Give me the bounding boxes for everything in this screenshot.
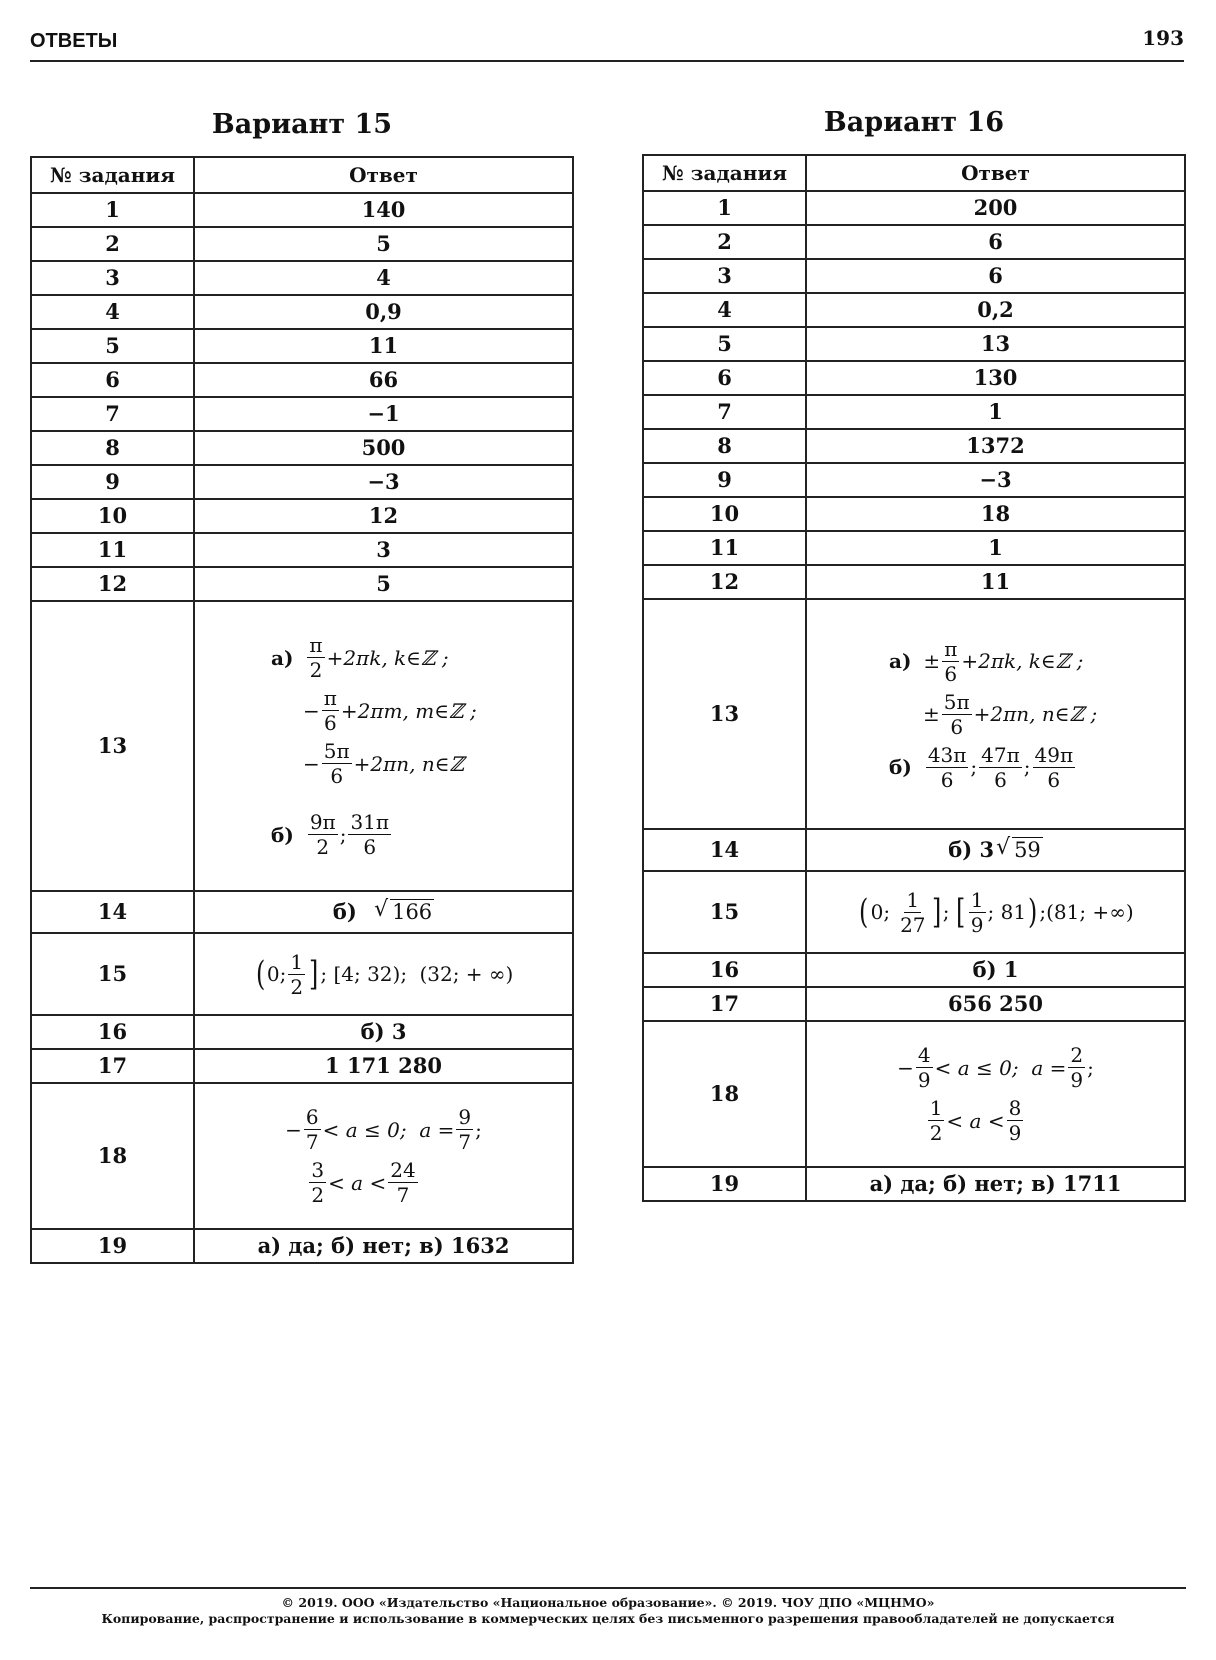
variant-16 bbox=[642, 102, 1186, 1202]
fraction: $\frac{24}{7}$ bbox=[390, 1158, 416, 1207]
table-row bbox=[643, 225, 1185, 259]
answer-cell: −3 bbox=[194, 465, 573, 499]
answer-cell: а) да; б) нет; в) 1632 bbox=[194, 1229, 573, 1263]
answer-cell: 1372 bbox=[806, 429, 1185, 463]
table-row bbox=[31, 1229, 573, 1263]
fraction: $\frac{5\pi}{6}$ bbox=[943, 689, 970, 739]
answer-cell: −3 bbox=[806, 463, 1185, 497]
answer-cell: 4 bbox=[194, 261, 573, 295]
page-number: 193 bbox=[1142, 26, 1184, 50]
task-number: 3 bbox=[31, 261, 194, 295]
task-number: 1 bbox=[643, 191, 806, 225]
answer-cell-15: ( 0; $\frac{1}{27}$ ] ; [ $\frac{1}{9}$ ; 81 ) ;(81; +∞) bbox=[806, 871, 1185, 953]
table-row bbox=[643, 259, 1185, 293]
answer-13-a3: − $\frac{5\pi}{6}$ +2πn, n∈ℤ bbox=[303, 739, 465, 788]
task-number: 10 bbox=[31, 499, 194, 533]
task-number: 19 bbox=[31, 1229, 194, 1263]
task-number: 14 bbox=[31, 891, 194, 933]
task-number: 16 bbox=[643, 953, 806, 987]
answer-13-a2: ± $\frac{5\pi}{6}$ +2πn, n∈ℤ ; bbox=[923, 689, 1098, 739]
answer-13-a1: а) $\frac{\pi}{2}$ +2πk, k∈ℤ ; bbox=[271, 633, 449, 682]
answer-cell: 200 bbox=[806, 191, 1185, 225]
variant-15-table bbox=[30, 156, 574, 1264]
answer-cell: 12 bbox=[194, 499, 573, 533]
answer-cell: 6 bbox=[806, 259, 1185, 293]
answer-18-line2: $\frac{1}{2}$ < a < $\frac{8}{9}$ bbox=[929, 1096, 1022, 1145]
task-number: 1 bbox=[31, 193, 194, 227]
task-number: 19 bbox=[643, 1167, 806, 1201]
answer-18-line2: $\frac{3}{2}$ < a < $\frac{24}{7}$ bbox=[311, 1158, 416, 1207]
table-row bbox=[31, 193, 573, 227]
answer-cell: 0,9 bbox=[194, 295, 573, 329]
page-footer bbox=[30, 1587, 1186, 1627]
table-row-18 bbox=[643, 1021, 1185, 1167]
table-row bbox=[31, 533, 573, 567]
fraction: $\frac{8}{9}$ bbox=[1008, 1096, 1022, 1145]
task-number: 13 bbox=[31, 601, 194, 891]
task-number: 15 bbox=[31, 933, 194, 1015]
table-row bbox=[31, 1015, 573, 1049]
task-number: 12 bbox=[643, 565, 806, 599]
task-number: 18 bbox=[31, 1083, 194, 1229]
answer-cell: 6 bbox=[806, 225, 1185, 259]
table-row bbox=[31, 329, 573, 363]
answer-cell: 500 bbox=[194, 431, 573, 465]
table-row bbox=[643, 429, 1185, 463]
task-number: 6 bbox=[31, 363, 194, 397]
table-row bbox=[643, 463, 1185, 497]
answer-cell: 5 bbox=[194, 567, 573, 601]
task-number: 5 bbox=[643, 327, 806, 361]
answer-cell: 1 bbox=[806, 395, 1185, 429]
fraction: $\frac{1}{2}$ bbox=[290, 949, 304, 999]
header-answer: Ответ bbox=[194, 157, 573, 193]
answer-13-a1: а) ± $\frac{\pi}{6}$ +2πk, k∈ℤ ; bbox=[889, 636, 1084, 686]
variant-16-body bbox=[643, 191, 1185, 1201]
table-row bbox=[643, 953, 1185, 987]
answer-cell: а) да; б) нет; в) 1711 bbox=[806, 1167, 1185, 1201]
task-number: 14 bbox=[643, 829, 806, 871]
fraction: $\frac{5\pi}{6}$ bbox=[323, 739, 350, 788]
task-number: 3 bbox=[643, 259, 806, 293]
task-number: 7 bbox=[643, 395, 806, 429]
task-number: 18 bbox=[643, 1021, 806, 1167]
table-row bbox=[31, 397, 573, 431]
task-number: 13 bbox=[643, 599, 806, 829]
table-row-18 bbox=[31, 1083, 573, 1229]
answer-cell: 0,2 bbox=[806, 293, 1185, 327]
task-number: 9 bbox=[31, 465, 194, 499]
table-row bbox=[643, 395, 1185, 429]
table-row bbox=[31, 261, 573, 295]
fraction: $\frac{\pi}{6}$ bbox=[323, 686, 337, 735]
answer-cell-15: ( 0; $\frac{1}{2}$ ] ; [4; 32); (32; + ∞) bbox=[194, 933, 573, 1015]
fraction: $\frac{\pi}{6}$ bbox=[944, 636, 958, 686]
table-row-15 bbox=[31, 933, 573, 1015]
fraction: $\frac{47\pi}{6}$ bbox=[981, 742, 1020, 792]
answer-18-line1: − $\frac{6}{7}$ < a ≤ 0; a = $\frac{9}{7}$ ; bbox=[285, 1105, 482, 1154]
fraction: $\frac{9\pi}{2}$ bbox=[309, 810, 336, 859]
answer-cell: 140 bbox=[194, 193, 573, 227]
task-number: 11 bbox=[31, 533, 194, 567]
answer-cell: 13 bbox=[806, 327, 1185, 361]
answer-cell-18 bbox=[806, 1021, 1185, 1167]
table-row bbox=[31, 499, 573, 533]
answer-cell: 5 bbox=[194, 227, 573, 261]
table-header-row bbox=[643, 155, 1185, 191]
fraction: $\frac{43\pi}{6}$ bbox=[927, 742, 967, 792]
task-number: 17 bbox=[643, 987, 806, 1021]
answer-cell: 1 171 280 bbox=[194, 1049, 573, 1083]
table-row bbox=[643, 293, 1185, 327]
table-row bbox=[31, 567, 573, 601]
header-answer: Ответ bbox=[806, 155, 1185, 191]
license-line: Копирование, распространение и использование в коммерческих целях без письменного разрешения правообладателей не допускается bbox=[101, 1611, 1115, 1626]
answer-cell-14: б) √ 166 bbox=[194, 891, 573, 933]
answer-cell: 18 bbox=[806, 497, 1185, 531]
answer-cell-13 bbox=[194, 601, 573, 891]
table-header-row bbox=[31, 157, 573, 193]
variant-16-title: Вариант 16 bbox=[823, 107, 1005, 138]
header-task: № задания bbox=[643, 155, 806, 191]
task-number: 2 bbox=[643, 225, 806, 259]
answer-cell: 11 bbox=[194, 329, 573, 363]
answer-cell-18 bbox=[194, 1083, 573, 1229]
table-row bbox=[31, 1049, 573, 1083]
task-number: 4 bbox=[643, 293, 806, 327]
task-number: 8 bbox=[643, 429, 806, 463]
table-row bbox=[643, 987, 1185, 1021]
answer-cell-14: б) 3√ 59 bbox=[806, 829, 1185, 871]
table-row bbox=[643, 191, 1185, 225]
task-number: 15 bbox=[643, 871, 806, 953]
fraction: $\frac{4}{9}$ bbox=[917, 1043, 931, 1092]
fraction: $\frac{\pi}{2}$ bbox=[309, 633, 323, 682]
task-number: 10 bbox=[643, 497, 806, 531]
answer-cell: б) 1 bbox=[806, 953, 1185, 987]
table-row-13 bbox=[31, 601, 573, 891]
table-row-14 bbox=[643, 829, 1185, 871]
table-row-15 bbox=[643, 871, 1185, 953]
fraction: $\frac{6}{7}$ bbox=[305, 1105, 319, 1154]
task-number: 16 bbox=[31, 1015, 194, 1049]
variant-15 bbox=[30, 104, 574, 1264]
answer-cell: 66 bbox=[194, 363, 573, 397]
table-row-14 bbox=[31, 891, 573, 933]
table-row bbox=[31, 431, 573, 465]
table-row-13 bbox=[643, 599, 1185, 829]
answer-cell: −1 bbox=[194, 397, 573, 431]
task-number: 8 bbox=[31, 431, 194, 465]
task-number: 5 bbox=[31, 329, 194, 363]
answer-13-b: б) $\frac{43\pi}{6}$ ; $\frac{47\pi}{6}$ ; $\frac{49\pi}{6}$ bbox=[889, 742, 1074, 792]
fraction: $\frac{9}{7}$ bbox=[458, 1105, 472, 1154]
answer-13-a2: − $\frac{\pi}{6}$ +2πm, m∈ℤ ; bbox=[303, 686, 477, 735]
task-number: 12 bbox=[31, 567, 194, 601]
answer-cell: 11 bbox=[806, 565, 1185, 599]
task-number: 7 bbox=[31, 397, 194, 431]
answer-cell: 130 bbox=[806, 361, 1185, 395]
variant-15-title: Вариант 15 bbox=[211, 109, 393, 140]
fraction: $\frac{3}{2}$ bbox=[311, 1158, 325, 1207]
fraction: $\frac{1}{27}$ bbox=[900, 887, 926, 937]
answer-13-b: б) $\frac{9\pi}{2}$ ; $\frac{31\pi}{6}$ bbox=[271, 810, 390, 859]
table-row bbox=[31, 363, 573, 397]
variant-16-table bbox=[642, 154, 1186, 1202]
answer-cell: 656 250 bbox=[806, 987, 1185, 1021]
task-number: 2 bbox=[31, 227, 194, 261]
table-row bbox=[31, 295, 573, 329]
table-row bbox=[643, 327, 1185, 361]
copyright-line: © 2019. ООО «Издательство «Национальное образование». © 2019. ЧОУ ДПО «МЦНМО» bbox=[281, 1595, 935, 1610]
section-title: ОТВЕТЫ bbox=[30, 30, 118, 52]
fraction: $\frac{31\pi}{6}$ bbox=[350, 810, 390, 859]
answer-cell-13 bbox=[806, 599, 1185, 829]
task-number: 17 bbox=[31, 1049, 194, 1083]
fraction: $\frac{2}{9}$ bbox=[1070, 1043, 1084, 1092]
table-row bbox=[31, 465, 573, 499]
fraction: $\frac{49\pi}{6}$ bbox=[1034, 742, 1074, 792]
fraction: $\frac{1}{2}$ bbox=[929, 1096, 943, 1145]
fraction: $\frac{1}{9}$ bbox=[970, 887, 984, 937]
table-row bbox=[643, 531, 1185, 565]
page-header bbox=[30, 26, 1184, 62]
task-number: 6 bbox=[643, 361, 806, 395]
table-row bbox=[643, 1167, 1185, 1201]
answer-18-line1: − $\frac{4}{9}$ < a ≤ 0; a = $\frac{2}{9}$ ; bbox=[897, 1043, 1094, 1092]
task-number: 11 bbox=[643, 531, 806, 565]
answer-cell: 1 bbox=[806, 531, 1185, 565]
variant-15-body bbox=[31, 193, 573, 1263]
table-row bbox=[643, 361, 1185, 395]
table-row bbox=[31, 227, 573, 261]
task-number: 4 bbox=[31, 295, 194, 329]
answer-cell: 3 bbox=[194, 533, 573, 567]
header-task: № задания bbox=[31, 157, 194, 193]
answer-cell: б) 3 bbox=[194, 1015, 573, 1049]
task-number: 9 bbox=[643, 463, 806, 497]
table-row bbox=[643, 497, 1185, 531]
table-row bbox=[643, 565, 1185, 599]
